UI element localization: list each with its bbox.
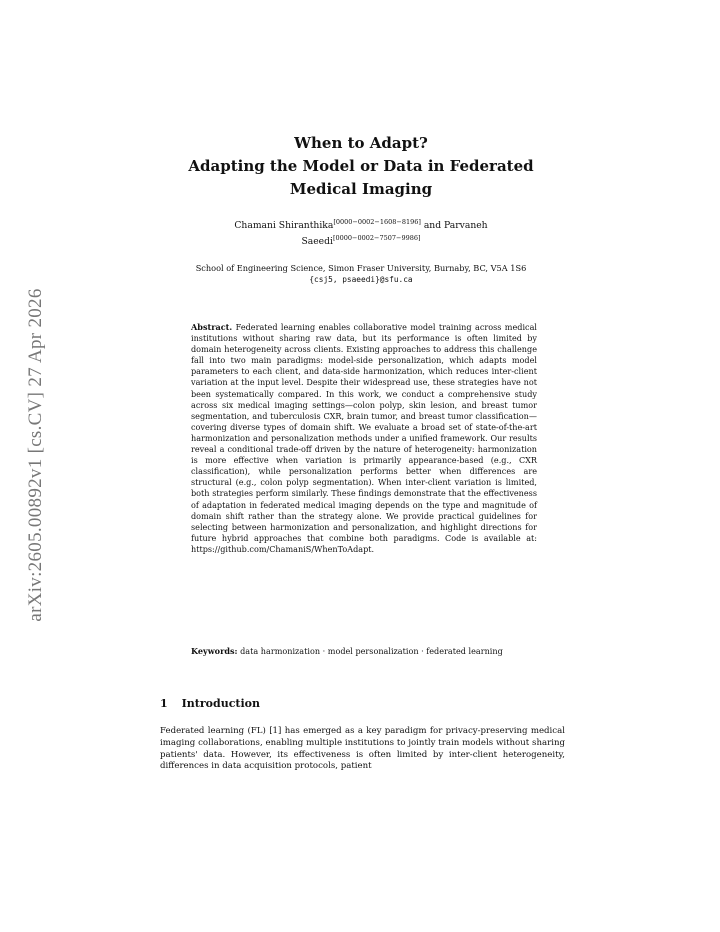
author-connector: and Parvaneh [423,220,488,231]
paper-title [160,132,562,201]
abstract-label: Abstract. [191,322,233,332]
author-2-orcid: [0000−0002−7507−9986] [332,234,421,242]
author-1-name: Chamani Shiranthika [234,220,334,231]
arxiv-sidebar-stamp [18,260,54,650]
title-line-3: Medical Imaging [289,180,433,198]
institution-text: School of Engineering Science, Simon Fraser University, Burnaby, BC, V5A 1S6 [195,263,527,273]
title-line-1: When to Adapt? [294,134,428,152]
abstract-block [191,322,537,555]
author-1-orcid: [0000−0002−1608−8196] [333,218,421,226]
keywords-block [191,646,537,657]
keywords-text: data harmonization · model personalization · federated learning [240,646,503,656]
title-line-2: Adapting the Model or Data in Federated [188,157,534,175]
abstract-text: Federated learning enables collaborative model training across medical institutions without sharing raw data, but its performance is often limited by domain heterogeneity across clients. Existing approaches to address this challenge fall into two main paradigms: model-side personalization, which adapts model parameters to each client, and data-side harmonization, which reduces inter-client variation at the input level. Despite their widespread use, these strategies have not been systematically compared. In this work, we conduct a comprehensive study across six medical imaging settings—colon polyp, skin lesion, and breast tumor segmentation, and tuberculosis CXR, brain tumor, and breast tumor classification—covering diverse types of domain shift. We evaluate a broad set of state-of-the-art harmonization and personalization methods under a unified framework. Our results reveal a conditional trade-off driven by the nature of heterogeneity: harmonization is more effective when variation is primarily appearance-based (e.g., CXR classification), while personalization performs better when differences are structural (e.g., colon polyp segmentation). When inter-client variation is limited, both strategies perform similarly. These findings demonstrate that the effectiveness of adaptation in federated medical imaging depends on the type and magnitude of domain shift rather than the strategy alone. We provide practical guidelines for selecting between harmonization and personalization, and highlight directions for future hybrid approaches that combine both paradigms. Code is available at: https://github.com/ChamaniS/WhenToAdapt. [191,322,537,554]
author-2-name: Saeedi [301,236,333,247]
section-number: 1 [160,697,168,710]
introduction-paragraph: Federated learning (FL) [1] has emerged as a key paradigm for privacy-preserving medical imaging collaborations, enabling multiple institutions to jointly train models without sharing patients' data. However, its effectiveness is often limited by inter-client heterogeneity, differences in data acquisition protocols, patient [160,726,565,772]
keywords-label: Keywords: [191,646,238,656]
arxiv-id-text: arXiv:2605.00892v1 [cs.CV] 27 Apr 2026 [25,288,46,622]
section-title: Introduction [181,697,260,710]
email-text: {csj5, psaeedi}@sfu.ca [309,275,413,284]
section-heading [160,697,260,710]
affiliation [160,262,562,286]
author-list [160,216,562,248]
